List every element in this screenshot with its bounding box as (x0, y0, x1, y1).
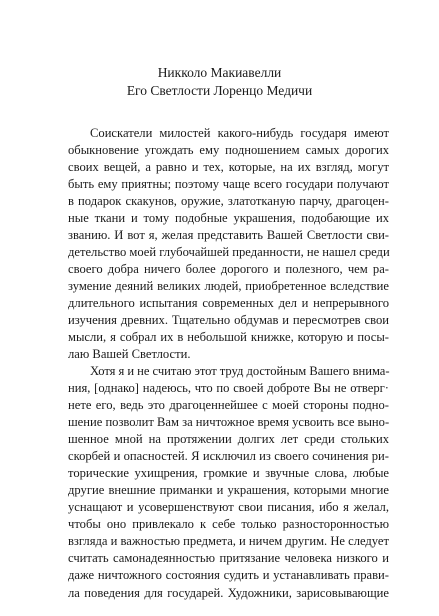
text-line: торические ухищрения, громкие и звучные слова, любые (68, 466, 389, 481)
text-line: считать самонадеянностью притязание человека низкого и (68, 551, 389, 566)
text-line: Хотя я и не считаю этот труд достойным Вашего внима- (90, 364, 390, 379)
text-line: обыкновение угождать ему подношением самых дорогих (68, 143, 389, 158)
text-line: даже ничтожного состояния судить и устанавливать прави- (68, 568, 389, 583)
text-line: своего добра ничего более дорогого и полезного, чем ра- (68, 262, 389, 277)
text-line: мысли, я собрал их в небольшой книжке, которую и посы- (68, 330, 389, 345)
text-line: изучения древних. Тщательно обдумав и пересмотрев свои (68, 313, 389, 328)
text-line: ла поведения для государей. Художники, зарисовывающие (68, 585, 389, 600)
dedication-heading: Его Светлости Лоренцо Медичи (126, 83, 313, 98)
text-line: скорбей и опасностей. Я исключил из своего сочинения ри- (68, 449, 389, 464)
text-line: зумение деяний великих людей, приобретенное вследствие (68, 279, 389, 294)
text-line: детельство моей глубочайшей преданности, не нашел среди (68, 245, 390, 260)
author-heading: Никколо Макиавелли (157, 65, 282, 80)
text-line: шение позволит Вам за ничтожное время усвоить все выно- (68, 415, 390, 430)
text-line: в подарок скакунов, оружие, златотканую парчу, драгоцен- (68, 194, 389, 209)
text-line: своих вещей, а равно и тех, которые, на их взгляд, могут (68, 160, 389, 175)
text-line: другие внешние приманки и украшения, которыми многие (68, 483, 389, 498)
text-line: Соискатели милостей какого-нибудь государя имеют (90, 126, 389, 140)
text-line: быть ему приятны; поэтому чаще всего государи получают (68, 177, 389, 192)
text-line: нете его, ведь это драгоценнейшее с моей стороны подно- (68, 398, 389, 413)
text-line: лаю Вашей Светлости. (68, 347, 191, 362)
text-line: чтобы оно привлекало к себе только разносторонностью (68, 517, 389, 532)
text-line: взгляда и важностью предмета, и ничем другим. Не следует (68, 534, 389, 549)
text-line: шенное мной на протяжении долгих лет среди стольких (68, 432, 389, 447)
text-line: длительного испытания современных дел и непрерывного (68, 296, 389, 311)
text-line: званию. И вот я, желая представить Вашей Светлости сви- (68, 228, 389, 243)
text-line: ния, [однако] надеюсь, что по своей доброте Вы не отверг· (68, 381, 389, 396)
text-line: уснащают и усовершенствуют свои писания, ибо я желал, (68, 500, 389, 515)
text-line: ные ткани и тому подобные украшения, подобающие их (68, 211, 389, 226)
